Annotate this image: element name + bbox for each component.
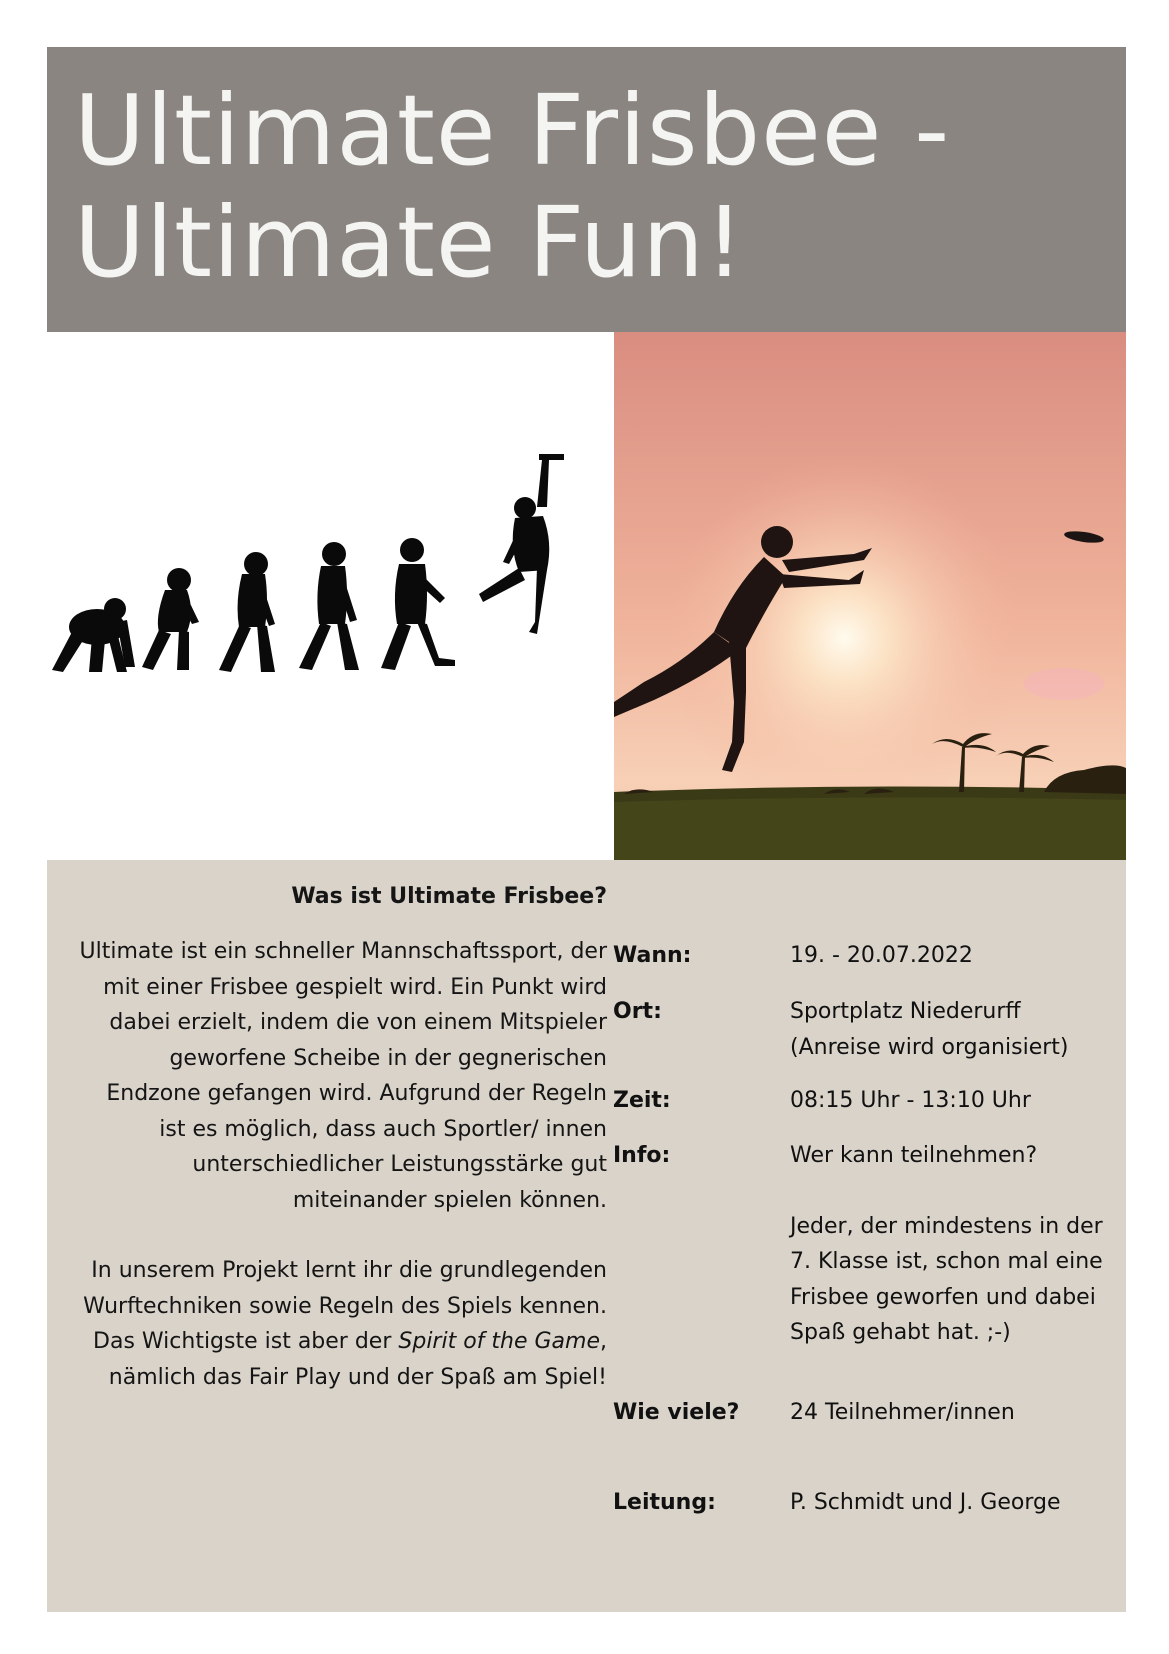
ape-silhouette-1 — [52, 598, 135, 672]
detail-label-wie-viele: Wie viele? — [613, 1400, 740, 1425]
ape-silhouette-2 — [142, 568, 199, 670]
ort-line-2: (Anreise wird organisiert) — [790, 1034, 1069, 1060]
about-column — [77, 882, 607, 1395]
evolution-image — [47, 332, 614, 860]
ort-line-1: Sportplatz Niederurff — [790, 999, 1021, 1024]
detail-value-ort — [790, 994, 1110, 1065]
title-line-1: Ultimate Frisbee - — [74, 74, 951, 187]
evolution-silhouettes — [47, 332, 614, 860]
detail-label-zeit: Zeit: — [613, 1088, 671, 1113]
detail-label-info: Info: — [613, 1143, 671, 1168]
about-paragraph-2-end: , nämlich das Fair Play und der Spaß am Spiel! — [108, 1329, 607, 1390]
hominid-silhouette-4 — [299, 542, 359, 670]
title-line-2: Ultimate Fun! — [74, 186, 745, 299]
detail-label-wann: Wann: — [613, 943, 692, 968]
detail-value-wie-viele: 24 Teilnehmer/innen — [790, 1400, 1015, 1425]
spirit-of-the-game: Spirit of the Game — [398, 1329, 600, 1354]
hominid-silhouette-3 — [219, 552, 275, 672]
detail-label-ort: Ort: — [613, 999, 662, 1024]
detail-value-zeit: 08:15 Uhr - 13:10 Uhr — [790, 1088, 1031, 1113]
human-silhouette-5 — [381, 538, 455, 670]
sunset-frisbee-photo — [614, 332, 1126, 860]
info-question: Wer kann teilnehmen? — [790, 1143, 1038, 1168]
info-answer: Jeder, der mindestens in der 7. Klasse ist, schon mal eine Frisbee geworfen und dabei Spaß gehabt hat. ;-) — [790, 1213, 1103, 1345]
detail-value-leitung: P. Schmidt und J. George — [790, 1490, 1061, 1515]
about-paragraph-2 — [77, 1253, 607, 1395]
detail-value-wann: 19. - 20.07.2022 — [790, 943, 973, 968]
about-heading: Was ist Ultimate Frisbee? — [291, 884, 607, 909]
about-paragraph-1: Ultimate ist ein schneller Mannschaftssport, der mit einer Frisbee gespielt wird. Ein Punkt wird dabei erzielt, indem die von einem Mitspieler geworfene Scheibe in der gegnerischen Endzone gefangen wird. Aufgrund der Regeln ist es möglich, dass auch Sportler/ innen unterschiedlicher Leistungsstärke gut miteinander spielen können. — [79, 939, 607, 1213]
detail-label-leitung: Leitung: — [613, 1490, 716, 1515]
info-section — [47, 860, 1126, 1612]
page-title — [74, 75, 950, 299]
frisbee-catcher-silhouette — [479, 454, 564, 634]
photo-illustration — [614, 332, 1126, 860]
detail-value-info — [790, 1138, 1110, 1351]
header-banner — [47, 47, 1126, 332]
about-paragraph-2-text: In unserem Projekt lernt ihr die grundlegenden Wurftechniken sowie Regeln des Spiels kennen. Das Wichtigste ist aber der — [83, 1258, 607, 1354]
